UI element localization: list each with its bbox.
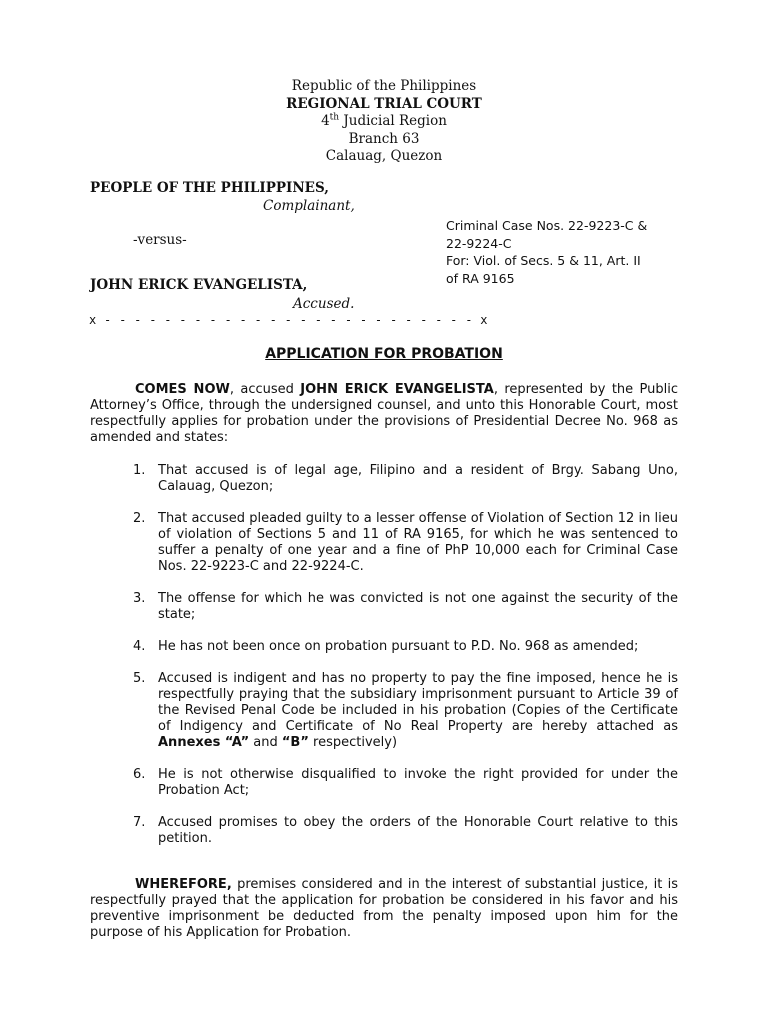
case-line: of RA 9165: [446, 270, 515, 286]
list-item: [133, 511, 678, 575]
document-title: [0, 346, 768, 362]
item-number: 4.: [133, 639, 146, 654]
intro-paragraph: [90, 382, 678, 446]
item-number: 1.: [133, 463, 146, 478]
wherefore-paragraph: [90, 877, 678, 941]
wherefore-text: premises considered and in the interest of substantial justice, it is respectfully prayed that the application for probation be considered in his favor and his preventive imprisonment be deducted from the penalty imposed upon him for the purpose of his Application for Probation.: [90, 877, 678, 940]
list-item: [133, 463, 678, 495]
location-line: Calauag, Quezon: [325, 148, 443, 164]
item-number: 2.: [133, 511, 146, 526]
list-item: [133, 767, 678, 799]
branch-line: Branch 63: [348, 130, 420, 147]
item-text: That accused is of legal age, Filipino and a resident of Brgy. Sabang Uno, Calauag, Quezon;: [158, 463, 678, 494]
case-line: Criminal Case Nos. 22-9223-C &: [446, 218, 648, 233]
item-number: 6.: [133, 767, 146, 782]
case-details: [446, 217, 706, 287]
case-line: 22-9224-C: [446, 235, 512, 251]
republic-line: Republic of the Philippines: [291, 78, 477, 94]
region-suffix: th: [329, 112, 340, 123]
accused-role: Accused.: [293, 296, 355, 312]
case-line: For: Viol. of Secs. 5 & 11, Art. II: [446, 253, 641, 268]
item-text: Accused promises to obey the orders of the Honorable Court relative to this petition.: [158, 815, 678, 846]
numbered-allegations: [133, 463, 678, 863]
caption-separator: x - - - - - - - - - - - - - - - - - - - - - - - - - x: [89, 313, 488, 327]
list-item: [133, 591, 678, 623]
annex-and: and: [249, 735, 282, 750]
wherefore-lead: WHEREFORE,: [135, 877, 232, 892]
intro-lead: COMES NOW: [135, 382, 230, 397]
versus-label: -versus-: [133, 232, 187, 248]
item-text: He is not otherwise disqualified to invoke the right provided for under the Probation Act;: [158, 767, 678, 798]
annex-a: Annexes “A”: [158, 735, 250, 750]
judicial-region: [0, 113, 768, 131]
court-header: [0, 78, 768, 166]
item-text: The offense for which he was convicted is not one against the security of the state;: [158, 591, 678, 622]
list-item: [133, 639, 678, 655]
item-number: 3.: [133, 591, 146, 606]
item-text: That accused pleaded guilty to a lesser offense of Violation of Section 12 in lieu of violation of Sections 5 and 11 of RA 9165, for which he was sentenced to suffer a penalty of one year and a fine of PhP 10,000 each for Criminal Case Nos. 22-9223-C and 22-9224-C.: [158, 511, 678, 574]
item-text: Accused is indigent and has no property to pay the fine imposed, hence he is respectfully praying that the subsidiary imprisonment pursuant to Article 39 of the Revised Penal Code be included in his probation (Copies of the Certificate of Indigency and Certificate of No Real Property are hereby attached as: [158, 671, 678, 734]
intro-text-2: , represented by the Public Attorney’s Office, through the undersigned counsel, and unto this Honorable Court, most respectfully applies for probation under the provisions of Presidential Decree No. 968 as amended and states:: [90, 382, 679, 445]
list-item: [133, 815, 678, 847]
court-name: REGIONAL TRIAL COURT: [286, 95, 482, 112]
plaintiff-role: Complainant,: [263, 198, 355, 214]
annex-b: “B”: [281, 735, 309, 750]
region-number: 4: [321, 113, 330, 129]
intro-accused: JOHN ERICK EVANGELISTA: [300, 382, 494, 397]
plaintiff-name: PEOPLE OF THE PHILIPPINES,: [90, 180, 329, 196]
region-text: Judicial Region: [339, 113, 447, 129]
title-text: APPLICATION FOR PROBATION: [265, 346, 503, 362]
item-text: He has not been once on probation pursuant to P.D. No. 968 as amended;: [158, 639, 639, 654]
accused-name: JOHN ERICK EVANGELISTA,: [90, 277, 308, 293]
item-number: 7.: [133, 815, 146, 830]
item-number: 5.: [133, 671, 146, 686]
intro-text-1: , accused: [229, 382, 301, 397]
item-tail: respectively): [308, 735, 398, 750]
list-item: [133, 671, 678, 751]
